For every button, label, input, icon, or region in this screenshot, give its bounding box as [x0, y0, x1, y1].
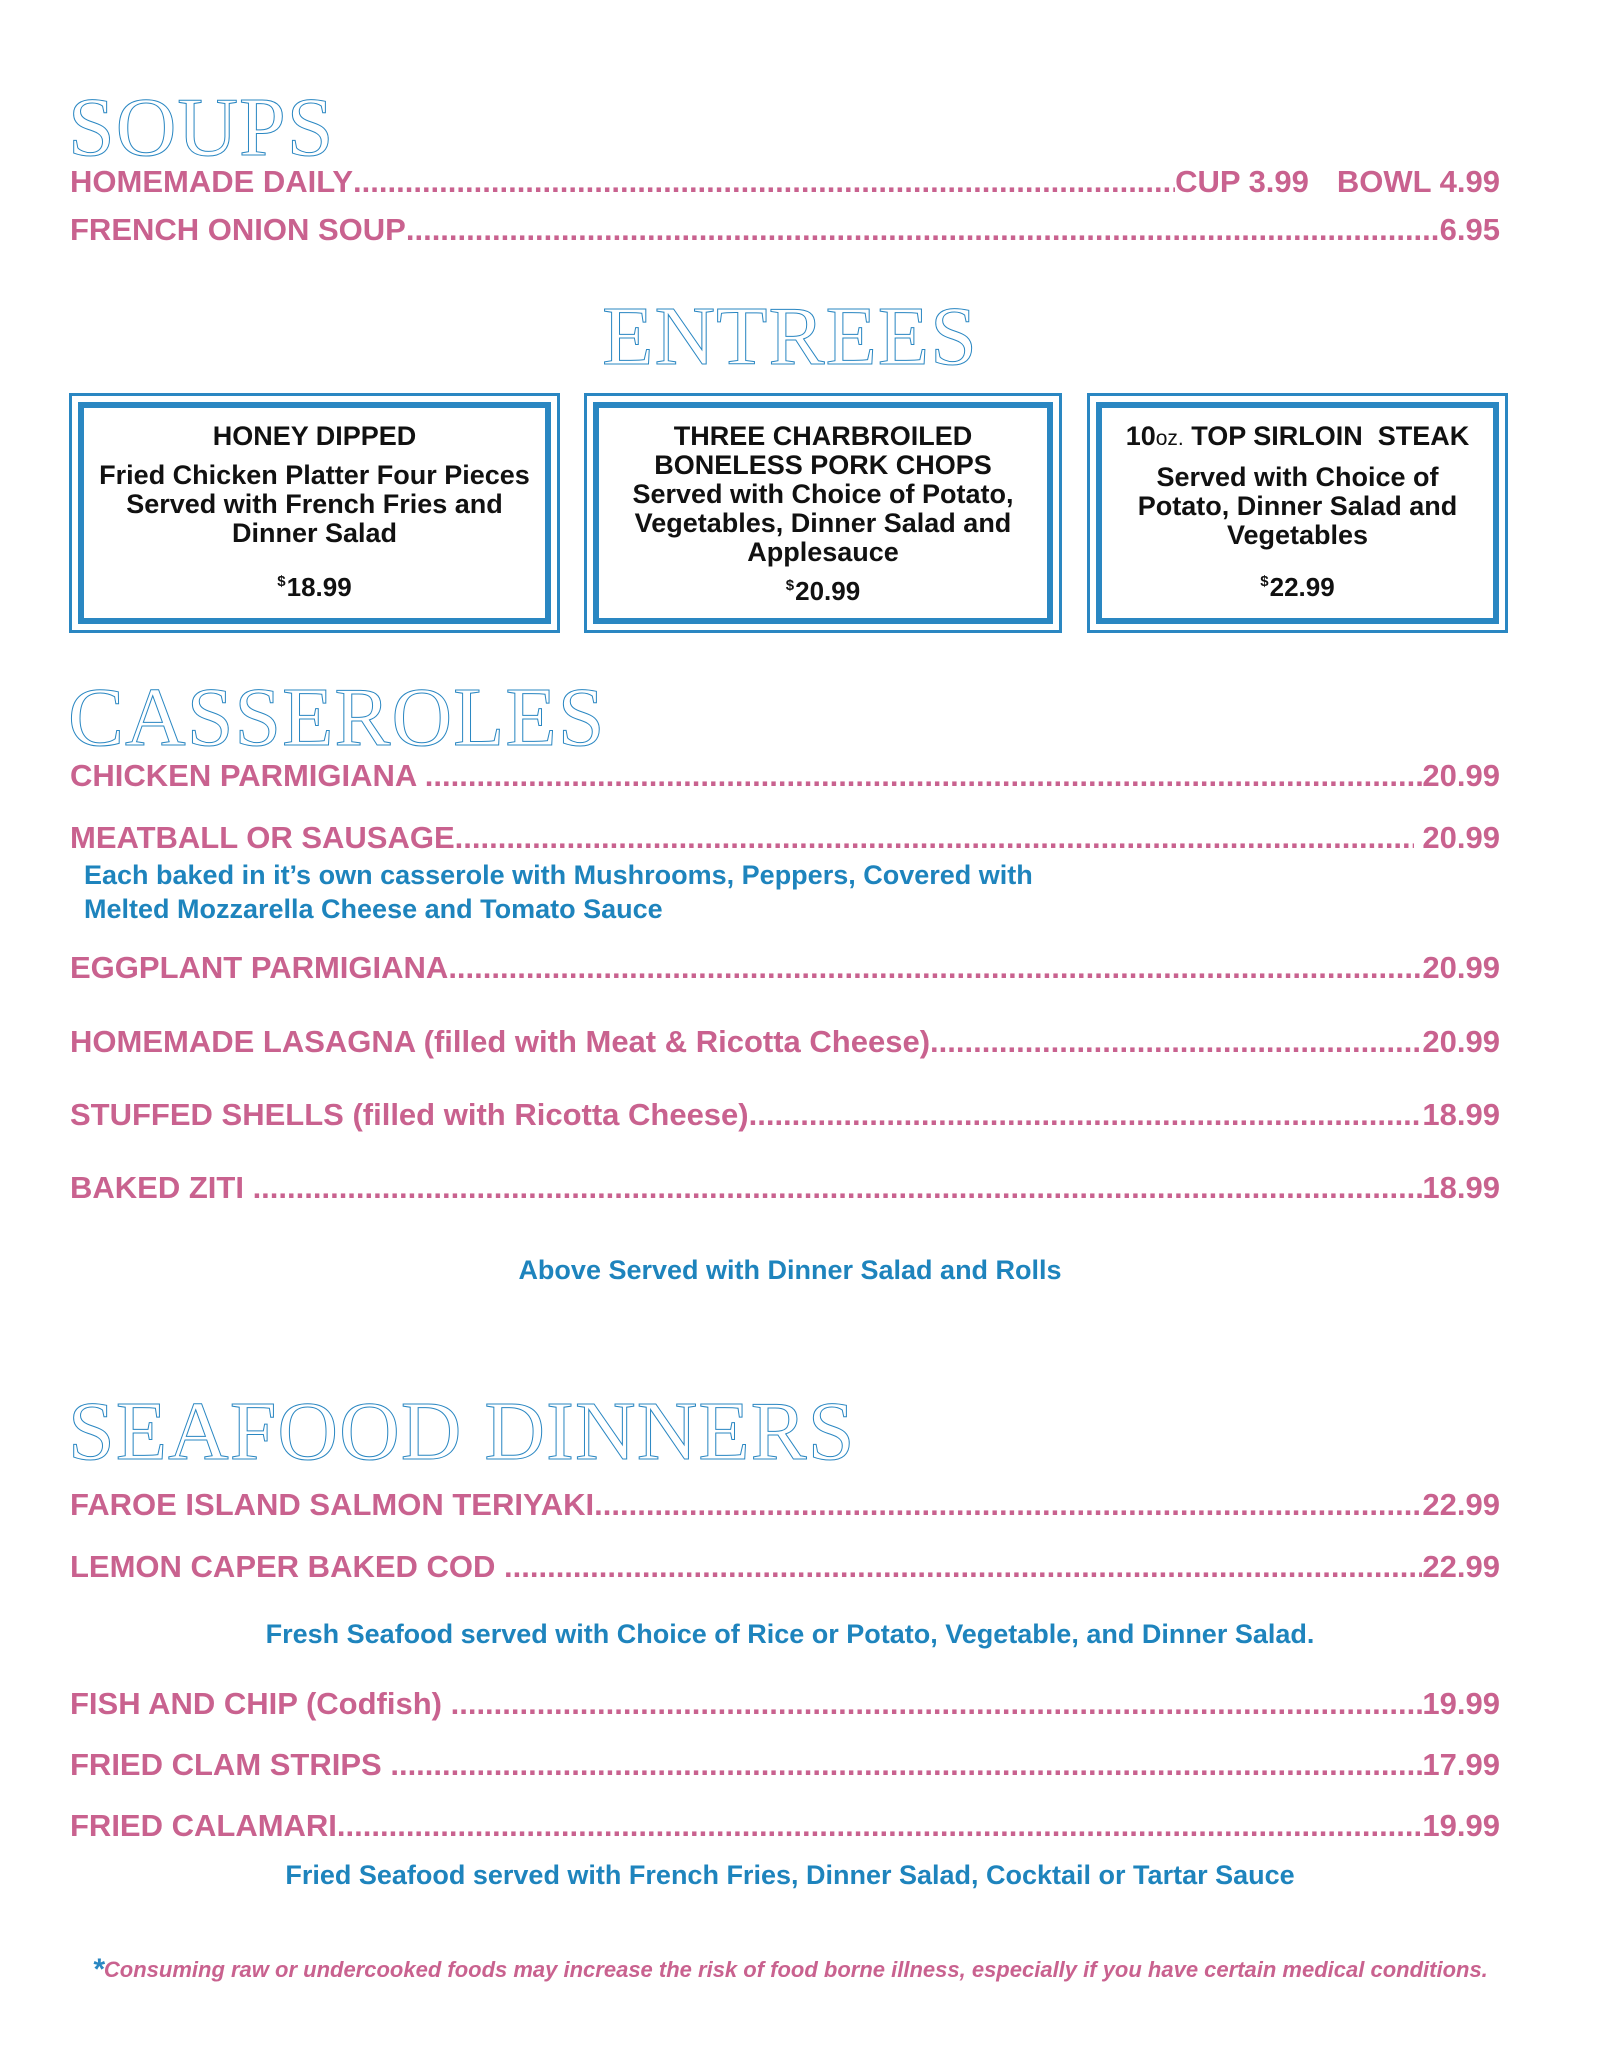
dot-leader	[504, 1551, 1422, 1582]
item-name: FAROE ISLAND SALMON TERIYAKI	[70, 1487, 595, 1522]
entree-desc: Served with Choice of Potato, Dinner Salad and Vegetables	[1137, 462, 1458, 550]
casseroles-footer-note: Above Served with Dinner Salad and Rolls	[518, 1255, 1062, 1285]
item-price: 20.99	[1422, 1024, 1500, 1059]
menu-item-homemade-daily	[70, 166, 1500, 197]
item-price: 18.99	[1422, 1097, 1500, 1132]
meatball-description-line: Melted Mozzarella Cheese and Tomato Sauce	[84, 894, 663, 924]
fried-seafood-note: Fried Seafood served with French Fries, Dinner Salad, Cocktail or Tartar Sauce	[285, 1860, 1295, 1890]
entree-box-frame	[1096, 402, 1499, 624]
dot-leader	[253, 1172, 1423, 1203]
price-cup: CUP 3.99	[1175, 164, 1309, 199]
menu-item-baked-cod	[70, 1551, 1500, 1582]
item-name: FISH AND CHIP (Codfish)	[70, 1686, 451, 1721]
item-name: EGGPLANT PARMIGIANA	[70, 950, 449, 985]
entree-box-frame	[78, 402, 551, 624]
entree-title	[1102, 422, 1493, 453]
item-name: MEATBALL OR SAUSAGE	[70, 820, 455, 855]
dot-leader	[451, 1688, 1423, 1719]
menu-item-baked-ziti	[70, 1172, 1500, 1203]
menu-item-salmon-teriyaki	[70, 1489, 1500, 1520]
entree-price	[1102, 567, 1493, 602]
seafood-heading: SEAFOOD DINNERS	[68, 1385, 856, 1478]
menu-item-calamari	[70, 1810, 1500, 1841]
currency-symbol: $	[277, 573, 286, 590]
entree-title: THREE CHARBROILED BONELESS PORK CHOPS	[654, 421, 992, 480]
entrees-heading: ENTREES	[602, 290, 978, 383]
entree-box-sirloin	[1087, 393, 1508, 633]
menu-item-clam-strips	[70, 1749, 1500, 1780]
dot-leader	[406, 214, 1440, 245]
dot-leader	[455, 822, 1414, 853]
dot-leader	[390, 1749, 1422, 1780]
item-price: 20.99	[1413, 820, 1500, 855]
item-name: FRIED CALAMARI	[70, 1808, 337, 1843]
item-name: BAKED ZITI	[70, 1170, 253, 1205]
entree-desc: Fried Chicken Platter Four Pieces Served with French Fries and Dinner Salad	[99, 460, 530, 548]
menu-item-lasagna	[70, 1026, 1500, 1057]
fresh-seafood-note: Fresh Seafood served with Choice of Rice or Potato, Vegetable, and Dinner Salad.	[265, 1619, 1315, 1649]
meatball-description-line: Each baked in it’s own casserole with Mushrooms, Peppers, Covered with	[84, 860, 1033, 890]
item-name: LEMON CAPER BAKED COD	[70, 1549, 505, 1584]
item-price: 20.99	[1422, 758, 1500, 793]
menu-item-french-onion	[70, 214, 1500, 245]
dot-leader	[448, 952, 1422, 983]
item-price: 19.99	[1422, 1686, 1500, 1721]
dot-leader	[749, 1099, 1423, 1130]
price-value: 20.99	[795, 576, 861, 606]
item-name: FRIED CLAM STRIPS	[70, 1747, 391, 1782]
entree-box-pork-chops	[584, 393, 1062, 633]
menu-item-stuffed-shells	[70, 1099, 1500, 1130]
steak-name: TOP SIRLOIN STEAK	[1183, 421, 1470, 451]
item-name: STUFFED SHELLS (filled with Ricotta Cheese)	[70, 1097, 749, 1132]
entree-title: HONEY DIPPED	[212, 421, 417, 451]
dot-leader	[353, 166, 1175, 197]
dot-leader	[930, 1026, 1422, 1057]
soups-heading: SOUPS	[68, 81, 335, 174]
asterisk: *	[92, 1953, 104, 1986]
menu-item-eggplant-parmigiana	[70, 952, 1500, 983]
item-price: 19.99	[1422, 1808, 1500, 1843]
entree-desc: Served with Choice of Potato, Vegetables, Dinner Salad and Applesauce	[632, 479, 1014, 567]
currency-symbol: $	[785, 577, 795, 594]
price-value: 22.99	[1269, 572, 1335, 602]
dot-leader	[337, 1810, 1423, 1841]
item-price: 17.99	[1422, 1747, 1500, 1782]
item-name: HOMEMADE DAILY	[70, 164, 354, 199]
entree-price	[84, 567, 545, 602]
menu-item-fish-and-chip	[70, 1688, 1500, 1719]
item-price: 18.99	[1422, 1170, 1500, 1205]
currency-symbol: $	[1260, 573, 1269, 590]
food-safety-disclaimer	[0, 1953, 1580, 1987]
item-price: 6.95	[1439, 212, 1500, 247]
entree-price	[599, 571, 1047, 606]
entree-box-honey-dipped	[69, 393, 560, 633]
casseroles-heading: CASSEROLES	[68, 671, 606, 764]
menu-item-chicken-parmigiana	[70, 760, 1500, 791]
entree-box-frame	[593, 402, 1053, 624]
menu-item-meatball-sausage	[70, 822, 1500, 853]
item-price	[1175, 166, 1500, 197]
meatball-description	[84, 858, 1033, 926]
item-name: CHICKEN PARMIGIANA	[70, 758, 425, 793]
dot-leader	[425, 760, 1423, 791]
price-value: 18.99	[286, 572, 352, 602]
dot-leader	[594, 1489, 1422, 1520]
price-bowl: BOWL 4.99	[1336, 164, 1500, 199]
steak-weight-unit: oz.	[1155, 427, 1184, 450]
item-name: HOMEMADE LASAGNA (filled with Meat & Ricotta Cheese)	[70, 1024, 931, 1059]
steak-weight: 10	[1125, 421, 1156, 451]
item-price: 22.99	[1422, 1487, 1500, 1522]
item-price: 22.99	[1422, 1549, 1500, 1584]
disclaimer-text: Consuming raw or undercooked foods may increase the risk of food borne illness, especially if you have certain medical conditions.	[103, 1957, 1488, 1982]
item-price: 20.99	[1422, 950, 1500, 985]
item-name: FRENCH ONION SOUP	[70, 212, 406, 247]
